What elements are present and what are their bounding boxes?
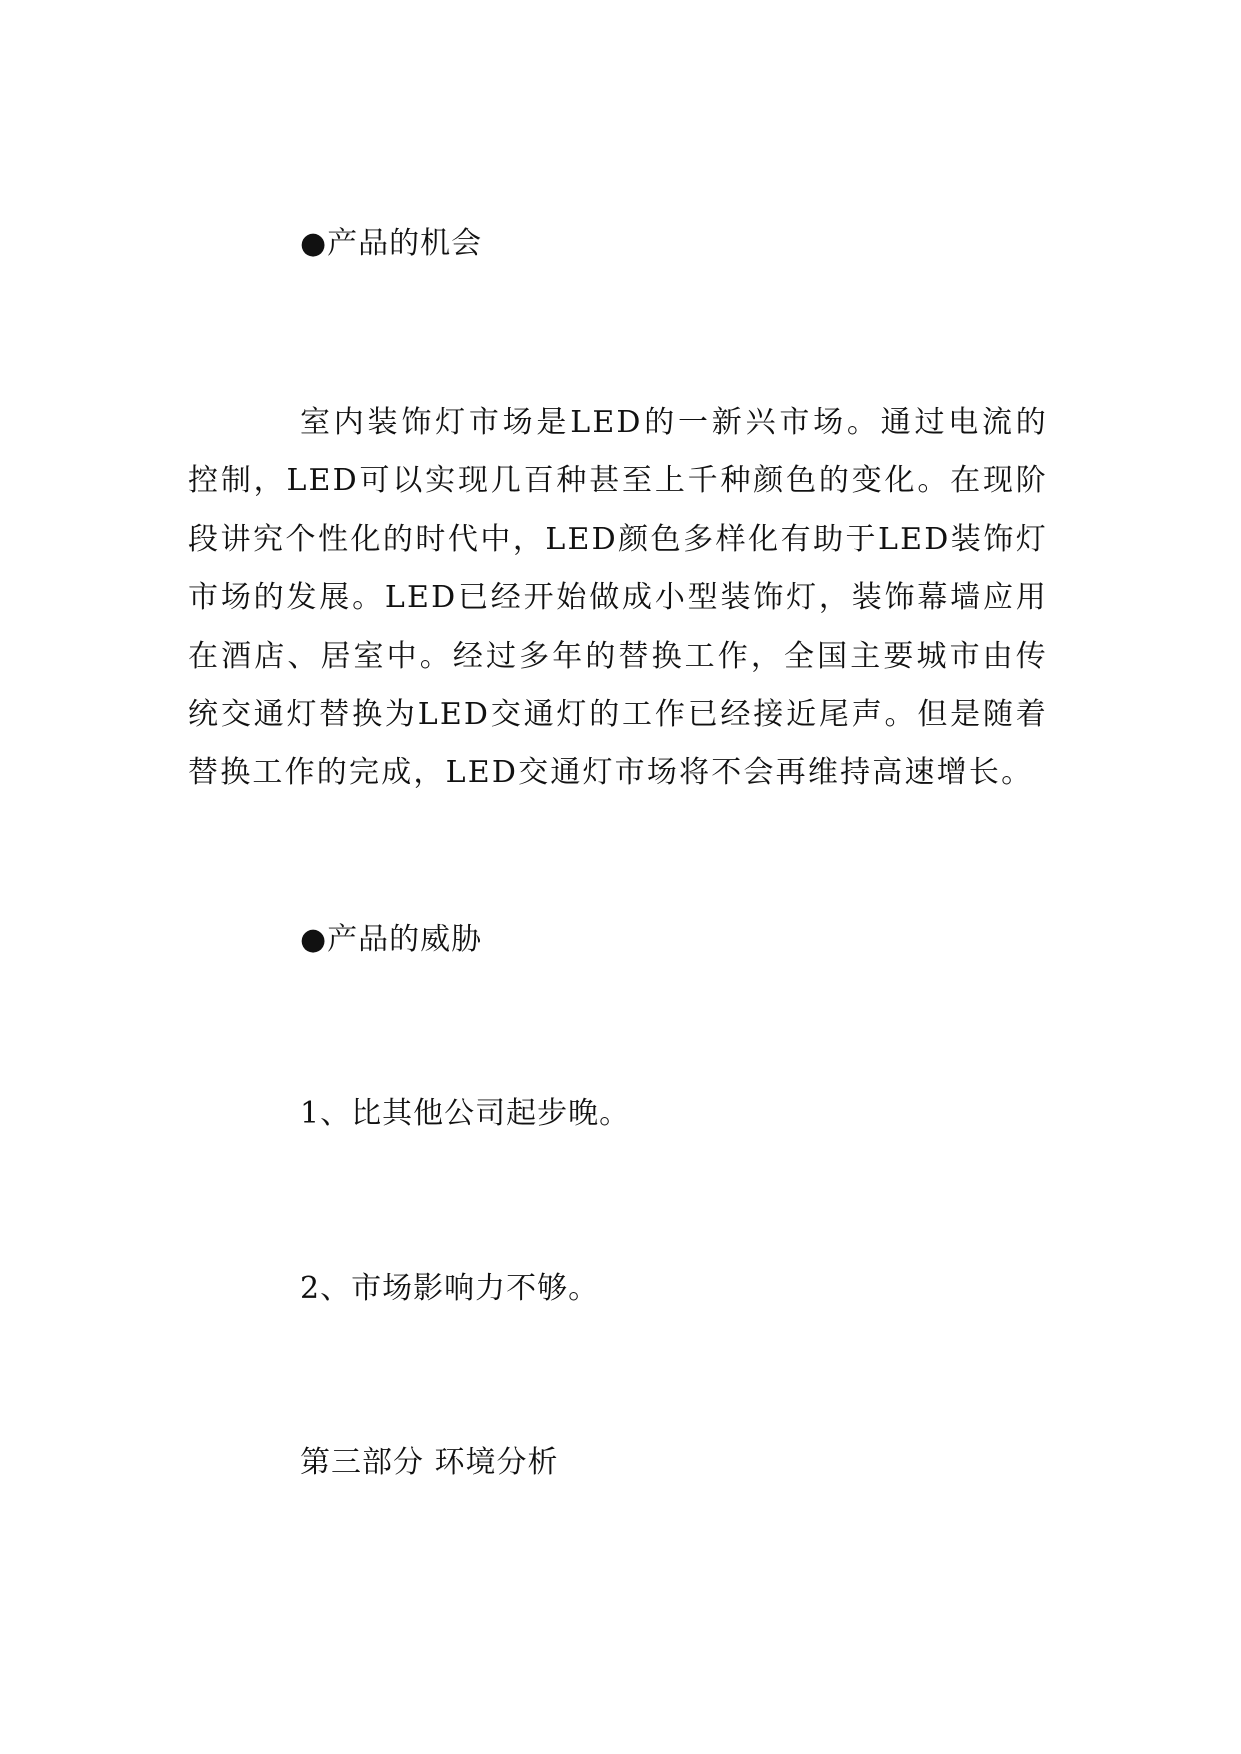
threat-item-2: 2、市场影响力不够。	[300, 1271, 600, 1306]
opportunity-heading: ●产品的机会	[300, 226, 483, 261]
threat-item-1: 1、比其他公司起步晚。	[300, 1096, 631, 1131]
opportunity-paragraph: 室内装饰灯市场是LED的一新兴市场。通过电流的控制，LED可以实现几百种甚至上千种颜色的变化。在现阶段讲究个性化的时代中，LED颜色多样化有助于LED装饰灯市场的发展。LED已经开始做成小型装饰灯，装饰幕墙应用在酒店、居室中。经过多年的替换工作，全国主要城市由传统交通灯替换为LED交通灯的工作已经接近尾声。但是随着替换工作的完成，LED交通灯市场将不会再维持高速增长。	[188, 405, 1048, 791]
part-heading: 第三部分 环境分析	[300, 1445, 559, 1480]
threat-heading: ●产品的威胁	[300, 922, 483, 957]
